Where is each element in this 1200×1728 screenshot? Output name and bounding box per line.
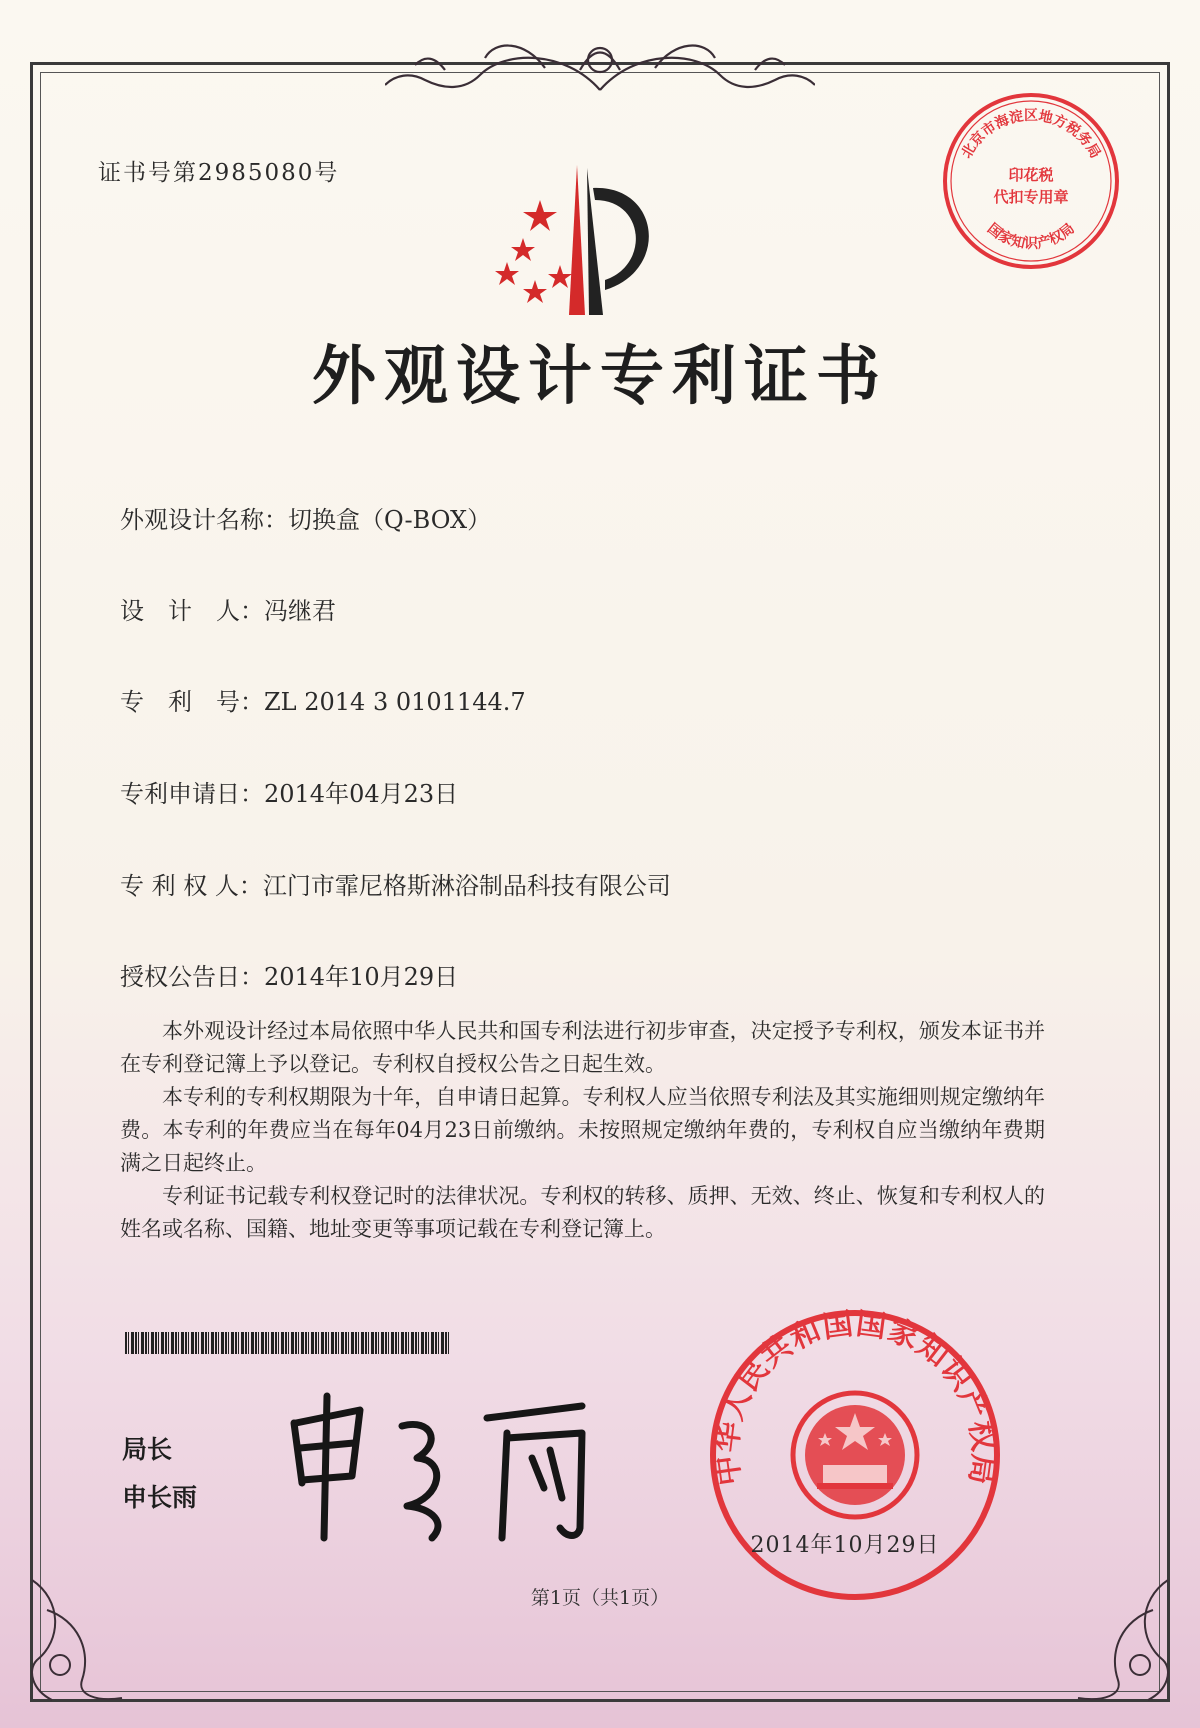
patent-number-field [120, 682, 526, 717]
tax-seal-bottom-text: 国家知识产权局 [984, 220, 1078, 253]
national-emblem-icon [793, 1393, 917, 1517]
filing-date-value: 2014年04月23日 [264, 780, 459, 808]
patentee-field [120, 866, 671, 901]
director-title: 局长 [122, 1435, 173, 1464]
design-name-field [120, 500, 491, 535]
body-paragraph-2: 本专利的专利权期限为十年，自申请日起算。专利权人应当依照专利法及其实施细则规定缴纳年费。本专利的年费应当在每年04月23日前缴纳。未按照规定缴纳年费的，专利权自应当缴纳年费期满之日起终止。 [120, 1085, 1045, 1175]
patent-office-logo [485, 160, 685, 315]
svg-text:北京市海淀区地方税务局 [959, 107, 1103, 161]
designer-field [120, 591, 336, 626]
svg-text:国家知识产权局 [984, 220, 1078, 252]
top-ornament [385, 30, 815, 102]
body-paragraph-1: 本外观设计经过本局依照中华人民共和国专利法进行初步审查，决定授予专利权，颁发本证书并在专利登记簿上予以登记。专利权自授权公告之日起生效。 [120, 1019, 1045, 1076]
tax-seal-ring-text: 北京市海淀区地方税务局 [958, 108, 1104, 162]
grant-date-value: 2014年10月29日 [264, 963, 459, 991]
tax-seal-center-2: 代扣专用章 [993, 188, 1069, 206]
barcode [125, 1332, 450, 1354]
tax-stamp-seal [938, 88, 1124, 274]
filing-date-field [120, 774, 458, 809]
patent-number-value: ZL 2014 3 0101144.7 [264, 688, 526, 716]
certificate-body [120, 1015, 1045, 1246]
designer-label: 设 计 人： [120, 597, 264, 625]
official-seal-date: 2014年10月29日 [750, 1533, 940, 1558]
patentee-value: 江门市霏尼格斯淋浴制品科技有限公司 [262, 872, 671, 900]
patentee-label: 专 利 权 人： [120, 872, 263, 900]
designer-value: 冯继君 [264, 597, 336, 625]
certificate-title: 外观设计专利证书 [312, 340, 888, 414]
filing-date-label: 专利申请日： [120, 780, 264, 808]
design-name-label: 外观设计名称： [120, 506, 288, 534]
director-name: 申长雨 [122, 1483, 198, 1512]
grant-date-field [120, 957, 458, 992]
director-signature [282, 1388, 602, 1558]
body-paragraph-3: 专利证书记载专利权登记时的法律状况。专利权的转移、质押、无效、终止、恢复和专利权人的姓名或名称、国籍、地址变更等事项记载在专利登记簿上。 [120, 1184, 1045, 1241]
design-name-value: 切换盒（Q-BOX） [288, 506, 492, 534]
tax-seal-center-1: 印花税 [1008, 166, 1054, 184]
page-number: 第1页（共1页） [530, 1587, 670, 1609]
certificate-number: 证书号第2985080号 [98, 160, 340, 186]
patent-number-label: 专 利 号： [120, 688, 264, 716]
official-seal-ring-text: 中华人民共和国国家知识产权局 [709, 1306, 1001, 1488]
grant-date-label: 授权公告日： [120, 963, 264, 991]
official-seal [705, 1305, 1005, 1605]
